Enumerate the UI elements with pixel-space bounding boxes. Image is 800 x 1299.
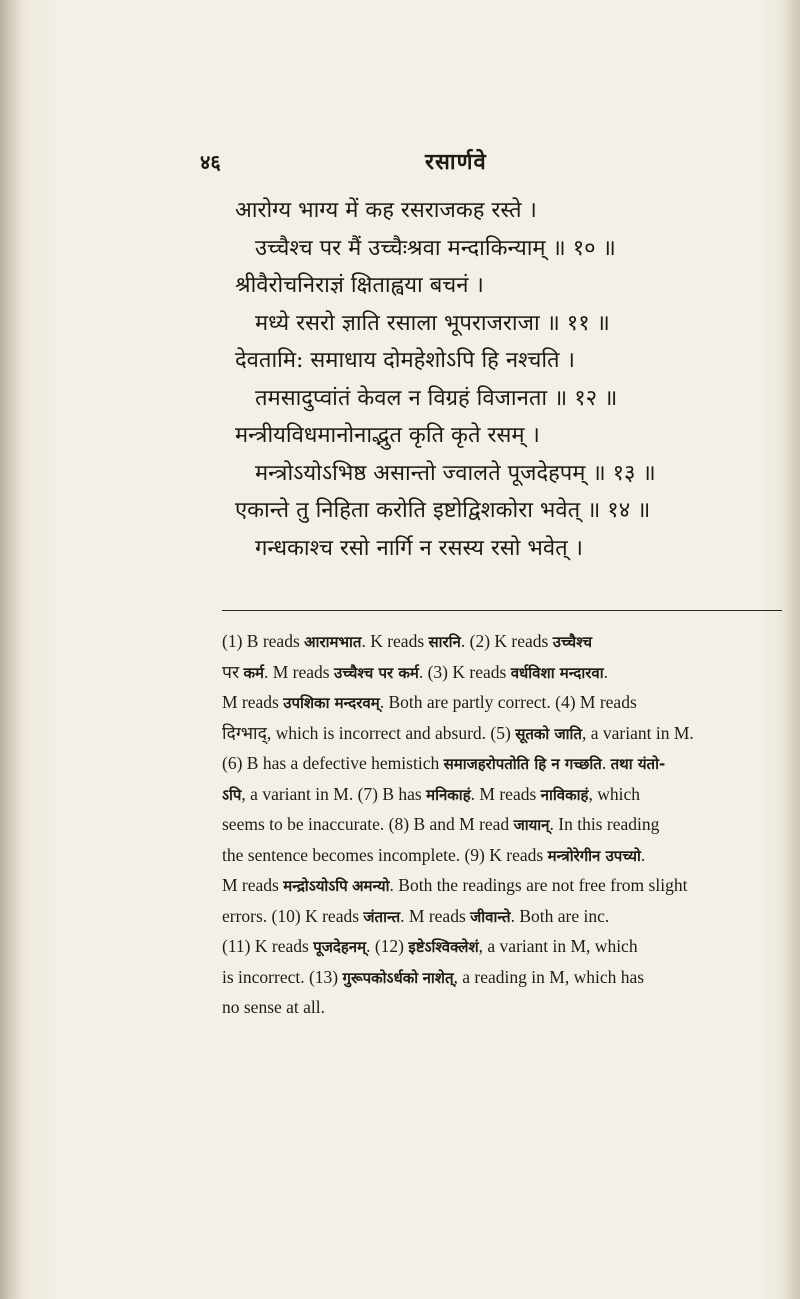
footnote-devanagari: जायान् [513, 816, 550, 834]
footnote-text: . K reads [361, 631, 429, 651]
footnote-text: . M reads [400, 905, 471, 926]
footnote-devanagari: अमन्यो [352, 877, 390, 895]
footnote-line [222, 962, 782, 993]
footnote-devanagari: सारनि [428, 633, 461, 651]
footnote-devanagari: पूजदेहनम् [313, 938, 367, 956]
verse-line: उच्चैश्च पर मैं उच्चैःश्रवा मन्दाकिन्याम् ॥ १० ॥ [255, 235, 616, 261]
footnote-text: errors. (10) K reads [222, 905, 364, 926]
footnote-text: , a variant in M, which [478, 936, 638, 956]
footnotes-block [222, 626, 782, 1023]
running-title: रसार्णवे [425, 149, 487, 175]
footnote-text: . (2) K reads [460, 631, 553, 651]
footnote-text: (6) B has a defective hemistich [222, 753, 444, 773]
footnote-text: , a variant in M. [581, 722, 694, 743]
verse-line: एकान्ते तु निहिता करोति इष्टोद्विशकोरा भवेत् ॥ १४ ॥ [235, 498, 651, 523]
page-right-edge [782, 0, 800, 1299]
footnote-text: . Both the readings are not free from slight [389, 875, 688, 895]
footnote-devanagari: ऽपि [222, 785, 242, 804]
verse-line: मन्त्रीयविधमानोनाद्भुत कृति कृते रसम् । [235, 423, 540, 448]
footnote-text: M reads [222, 875, 284, 895]
footnote-line [222, 626, 782, 657]
footnote-devanagari: गुरूपकोऽर्धको [342, 968, 419, 987]
footnote-text: , a reading in M, which has [453, 966, 645, 987]
footnote-line [222, 718, 782, 749]
footnote-devanagari: कर्म [243, 663, 264, 682]
footnote-text: . Both are inc. [510, 905, 610, 926]
footnote-devanagari: उच्चैश्च [552, 633, 593, 651]
footnote-devanagari: इष्टेऽश्विक्लेशं [408, 938, 479, 956]
footnote-devanagari: तथा यंतो- [610, 755, 666, 773]
footnote-devanagari: सूतको जाति [515, 724, 582, 743]
footnote-text: पर [222, 661, 244, 682]
footnote-devanagari: मन्त्रोरेगीन उपच्यो [547, 846, 641, 865]
footnote-text: . [603, 661, 608, 682]
footnote-text: . (12) [366, 936, 409, 956]
footnote-text: . M reads [470, 783, 541, 804]
footnote-devanagari: वर्धविशा मन्दारवा [510, 663, 604, 682]
verse-line: श्रीवैरोचनिराज्ञं क्षिताह्वया बचनं । [235, 273, 484, 298]
footnote-devanagari: जंतान्त [363, 907, 401, 926]
footnote-line [222, 779, 782, 810]
footnote-divider [222, 610, 782, 611]
verse-line: आरोग्य भाग्य में कह रसराजकह रस्ते । [235, 198, 537, 223]
verse-block [185, 192, 745, 567]
verse-line: तमसादुप्वांतं केवल न विग्रहं विजानता ॥ १२ ॥ [255, 385, 618, 411]
footnote-devanagari: नाविकाहं [540, 785, 589, 804]
verse-line: मन्त्रोऽयोऽभिष्ठ असान्तो ज्वालते पूजदेहपम् ॥ १३ ॥ [255, 460, 656, 486]
footnote-line [222, 657, 782, 688]
footnote-text: . M reads [263, 661, 334, 682]
footnote-text: दिग्भाद्, which is incorrect and absurd. (5) [222, 722, 516, 743]
footnote-devanagari: आरामभात [304, 633, 362, 651]
footnote-text: . (3) K reads [418, 661, 511, 682]
footnote-text: , a variant in M. (7) B has [241, 783, 427, 804]
footnote-line [222, 992, 782, 1023]
footnote-line [222, 748, 782, 779]
footnote-text: no sense at all. [222, 997, 326, 1017]
page-header [200, 148, 660, 178]
footnote-devanagari: नाशेत् [422, 968, 454, 987]
footnote-devanagari: जीवान्ते [470, 907, 511, 926]
footnote-line [222, 931, 782, 962]
page-left-edge [0, 0, 22, 1299]
footnote-text: (1) B reads [222, 631, 305, 651]
footnote-text: . Both are partly correct. (4) M reads [379, 692, 637, 712]
verse-line: देवतामि: समाधाय दोमहेशोऽपि हि नश्चति । [235, 348, 575, 373]
footnote-text: seems to be inaccurate. (8) B and M read [222, 814, 514, 834]
footnote-line [222, 840, 782, 871]
footnote-line [222, 901, 782, 932]
footnote-devanagari: मन्द्रोऽयोऽपि [283, 877, 348, 895]
footnote-text: the sentence becomes incomplete. (9) K reads [222, 844, 548, 865]
footnote-text: . [640, 844, 646, 865]
footnote-text: (11) K reads [222, 936, 314, 956]
verse-line: गन्धकाश्च रसो नार्गि न रसस्य रसो भवेत् । [255, 535, 583, 561]
verse-line: मध्ये रसरो ज्ञाति रसाला भूपराजराजा ॥ ११ ॥ [255, 310, 610, 336]
footnote-text: is incorrect. (13) [222, 966, 343, 987]
footnote-text: . In this reading [549, 814, 660, 834]
footnote-devanagari: समाजहरोपतोति हि न गच्छति [443, 755, 602, 773]
footnote-text: , which [588, 783, 640, 804]
footnote-devanagari: उपशिका मन्दरवम् [283, 694, 380, 712]
footnote-line [222, 870, 782, 901]
footnote-text: M reads [222, 692, 284, 712]
footnote-line [222, 687, 782, 718]
footnote-text: . [601, 753, 611, 773]
footnote-line [222, 809, 782, 840]
footnote-devanagari: मनिकाहं [426, 785, 471, 804]
footnote-devanagari: उच्चैश्च पर कर्म [333, 663, 419, 682]
page-number: ४६ [200, 150, 221, 174]
